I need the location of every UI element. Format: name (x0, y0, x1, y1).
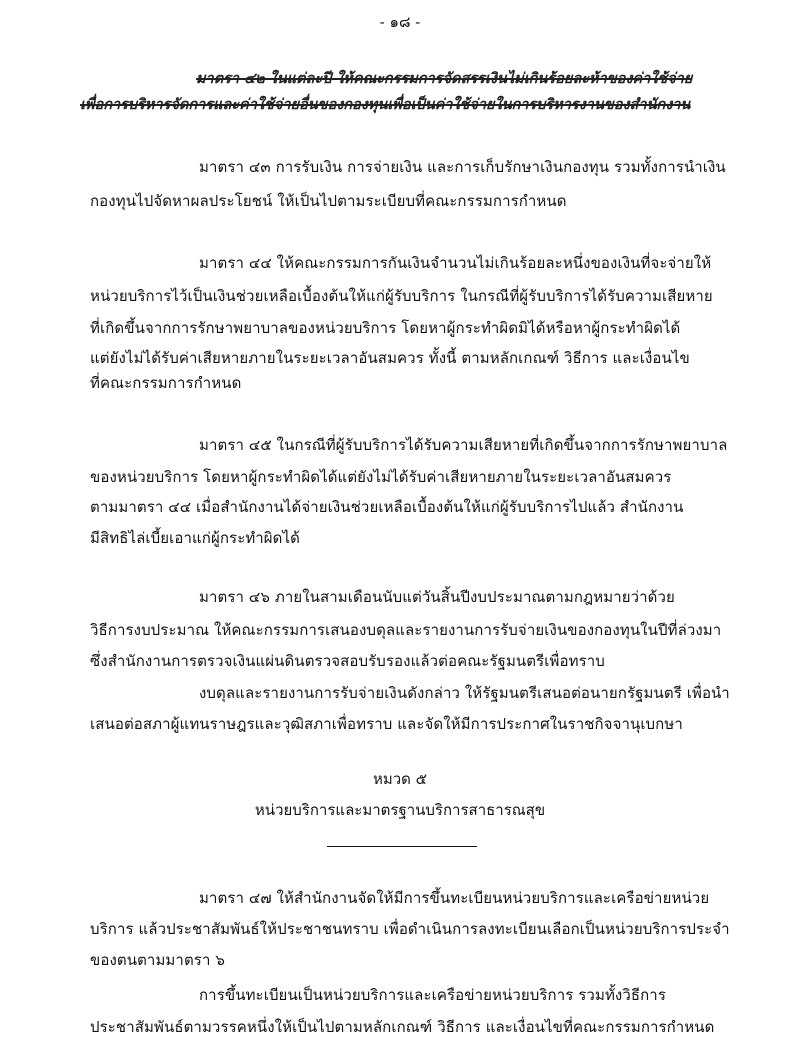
chapter-title: หน่วยบริการและมาตรฐานบริการสาธารณสุข (254, 801, 546, 819)
section-43-line: กองทุนไปจัดหาผลประโยชน์ ให้เป็นไปตามระเบียบที่คณะกรรมการกำหนด (90, 192, 567, 210)
section-45-line: มาตรา ๔๕ ในกรณีที่ผู้รับบริการได้รับความเสียหายที่เกิดขึ้นจากการรักษาพยาบาล (199, 436, 728, 454)
section-44-line: ที่เกิดขึ้นจากการรักษาพยาบาลของหน่วยบริการ โดยหาผู้กระทำผิดมิได้หรือหาผู้กระทำผิดได้ (90, 319, 681, 337)
section-44-line: มาตรา ๔๔ ให้คณะกรรมการกันเงินจำนวนไม่เกินร้อยละหนึ่งของเงินที่จะจ่ายให้ (199, 254, 712, 272)
section-45-line: ของหน่วยบริการ โดยหาผู้กระทำผิดได้แต่ยังไม่ได้รับค่าเสียหายภายในระยะเวลาอันสมควร (90, 468, 672, 486)
struck-section-42 (80, 66, 720, 118)
page-number: - ๑๘ - (379, 13, 421, 31)
section-44-line: หน่วยบริการไว้เป็นเงินช่วยเหลือเบื้องต้นให้แก่ผู้รับบริการ ในกรณีที่ผู้รับบริการได้รับความเสียหาย (90, 287, 713, 305)
chapter-divider (327, 846, 477, 847)
section-47-line: มาตรา ๔๗ ให้สำนักงานจัดให้มีการขึ้นทะเบียนหน่วยบริการและเครือข่ายหน่วย (199, 889, 710, 907)
section-44-line: แต่ยังไม่ได้รับค่าเสียหายภายในระยะเวลาอันสมควร ทั้งนี้ ตามหลักเกณฑ์ วิธีการ และเงื่อนไข (90, 349, 690, 367)
section-46-line: มาตรา ๔๖ ภายในสามเดือนนับแต่วันสิ้นปีงบประมาณตามกฎหมายว่าด้วย (199, 588, 675, 606)
section-47-line: บริการ แล้วประชาสัมพันธ์ให้ประชาชนทราบ เพื่อดำเนินการลงทะเบียนเลือกเป็นหน่วยบริการประจำ (90, 920, 730, 938)
section-46-line: ซึ่งสำนักงานการตรวจเงินแผ่นดินตรวจสอบรับรองแล้วต่อคณะรัฐมนตรีเพื่อทราบ (90, 652, 605, 670)
chapter-number: หมวด ๕ (372, 770, 428, 788)
section-44-line: ที่คณะกรรมการกำหนด (90, 374, 242, 392)
section-46-line: เสนอต่อสภาผู้แทนราษฎรและวุฒิสภาเพื่อทราบ และจัดให้มีการประกาศในราชกิจจานุเบกษา (90, 715, 683, 733)
section-43-line: มาตรา ๔๓ การรับเงิน การจ่ายเงิน และการเก็บรักษาเงินกองทุน รวมทั้งการนำเงิน (199, 158, 726, 176)
struck-line: เพื่อการบริหารจัดการและค่าใช้จ่ายอื่นของกองทุนเพื่อเป็นค่าใช้จ่ายในการบริหารงานของสำนักงาน (80, 96, 691, 113)
section-45-line: มีสิทธิไล่เบี้ยเอาแก่ผู้กระทำผิดได้ (90, 529, 300, 547)
section-46-line: วิธีการงบประมาณ ให้คณะกรรมการเสนองบดุลและรายงานการรับจ่ายเงินของกองทุนในปีที่ล่วงมา (90, 621, 722, 639)
section-47-line: ประชาสัมพันธ์ตามวรรคหนึ่งให้เป็นไปตามหลักเกณฑ์ วิธีการ และเงื่อนไขที่คณะกรรมการกำหนด (90, 1018, 715, 1036)
struck-line: มาตรา ๔๒ ในแต่ละปี ให้คณะกรรมการจัดสรรเงินไม่เกินร้อยละห้าของค่าใช้จ่าย (196, 70, 693, 87)
section-45-line: ตามมาตรา ๔๔ เมื่อสำนักงานได้จ่ายเงินช่วยเหลือเบื้องต้นให้แก่ผู้รับบริการไปแล้ว สำนักงาน (90, 498, 684, 516)
section-47-line: การขึ้นทะเบียนเป็นหน่วยบริการและเครือข่ายหน่วยบริการ รวมทั้งวิธีการ (199, 986, 666, 1004)
section-47-line: ของตนตามมาตรา ๖ (90, 951, 225, 969)
section-46-line: งบดุลและรายงานการรับจ่ายเงินดังกล่าว ให้รัฐมนตรีเสนอต่อนายกรัฐมนตรี เพื่อนำ (199, 684, 730, 702)
